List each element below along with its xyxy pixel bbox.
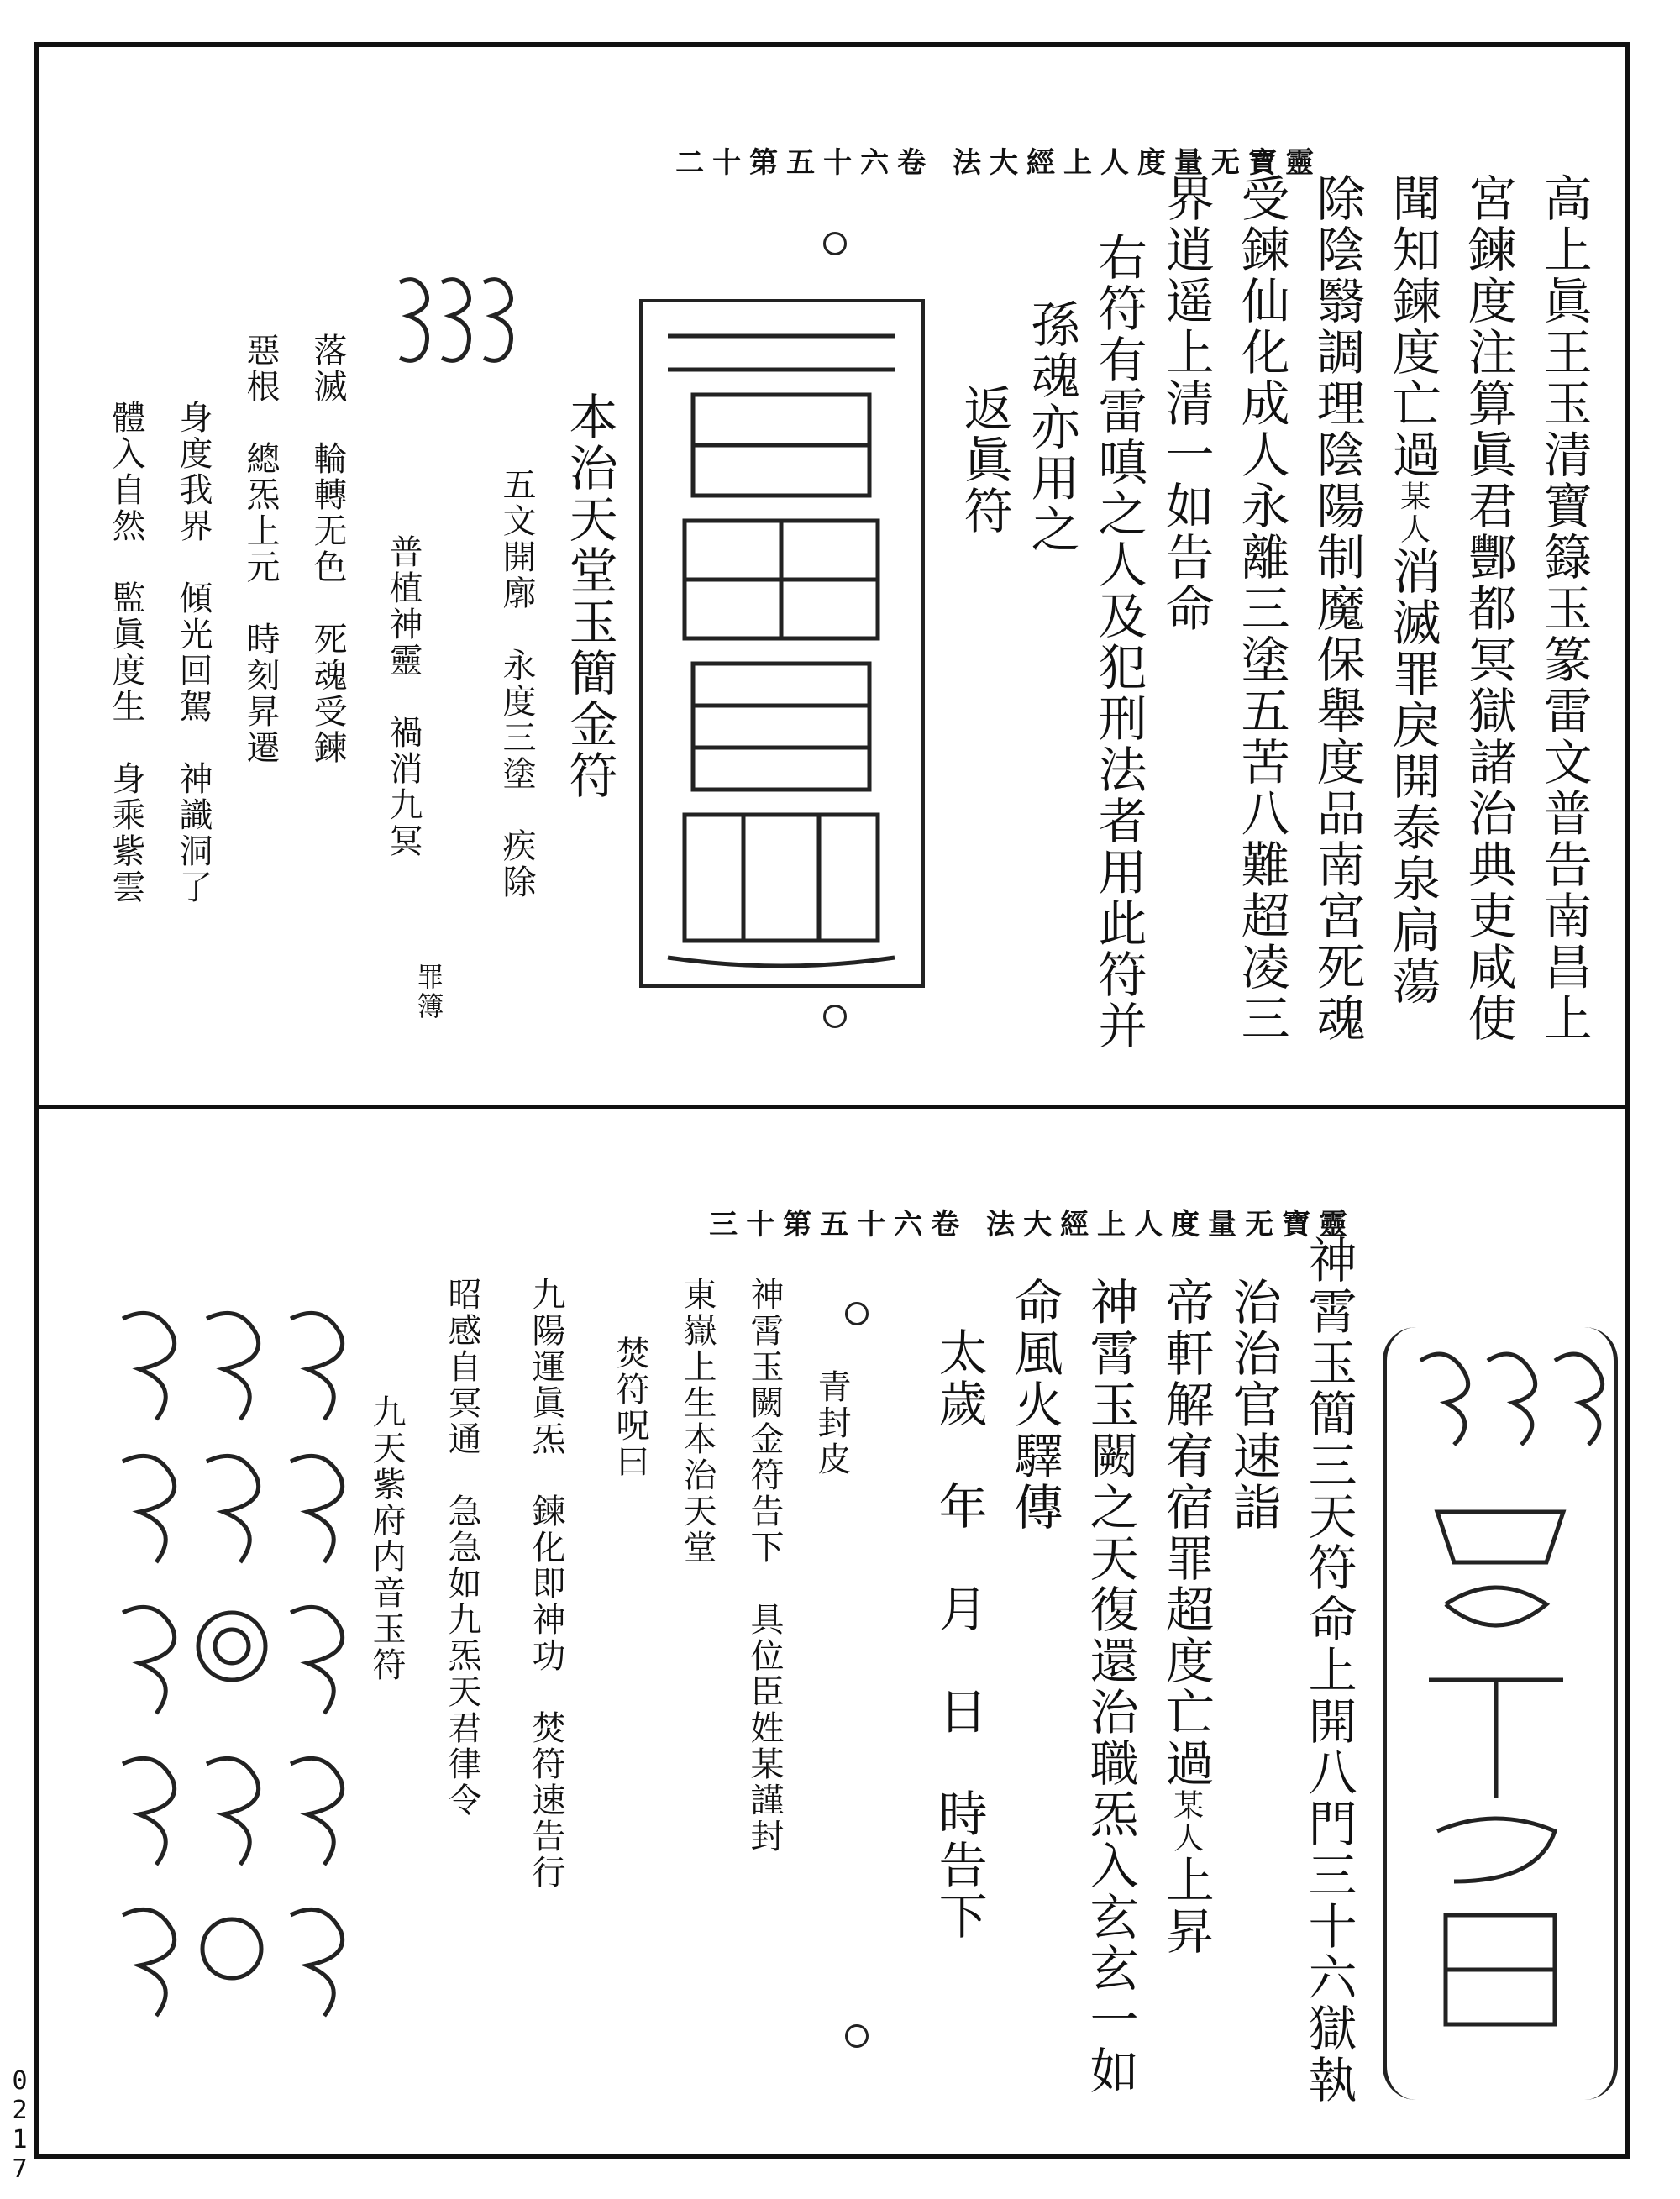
talisman-glyph <box>1383 1327 1618 2100</box>
bottom-panel <box>39 1109 1625 2154</box>
text-column: 宮鍊度注算眞君酆都冥獄諸治典吏咸使 <box>1459 173 1517 1044</box>
text-after: 上昇 <box>1157 1854 1215 1957</box>
text-column: 體入自然 監眞度生 身乘紫雲 <box>107 400 145 905</box>
text-main: 帝軒解宥宿罪超度亡過 <box>1157 1277 1215 1789</box>
text-main: 聞知鍊度亡過 <box>1383 173 1441 480</box>
seal-script-glyph <box>643 302 921 984</box>
text-column <box>1156 1277 1215 1957</box>
page-number: 0217 <box>5 2066 34 2184</box>
talisman-seal <box>639 299 925 988</box>
text-column: 落滅 輪轉无色 死魂受鍊 <box>308 333 347 766</box>
text-column: 除陰翳調理陰陽制魔保舉度品南宮死魂 <box>1308 173 1366 1044</box>
bottom-header: 靈寶无量度人上經大法 卷六十五第十三 <box>709 1208 1356 1241</box>
text-column: 東嶽上生本治天堂 <box>678 1277 717 1566</box>
inline-note: 某人 <box>1395 480 1431 546</box>
talisman-glyph <box>97 1294 349 2091</box>
text-column: 高上眞王玉清寶籙玉篆雷文普告南昌上 <box>1535 173 1593 1044</box>
text-column: 惡根 總炁上元 時刻昇遷 <box>241 333 280 766</box>
text-column: 右符有雷嗔之人及犯刑法者用此符并 <box>1089 232 1147 1052</box>
text-column: 受鍊仙化成人永離三塗五苦八難超凌三 <box>1232 173 1290 1044</box>
inline-note: 某人 <box>1168 1789 1204 1855</box>
text-column: 昭感自冥通 急急如九炁天君律令 <box>443 1277 481 1819</box>
top-header: 靈寶无量度人上經大法 卷六十五第十二 <box>675 146 1322 180</box>
text-column: 神霄玉闕之天復還治職炁入玄玄一如 <box>1081 1277 1139 2097</box>
text-column: 身度我界 傾光回駕 神識洞了 <box>174 400 213 905</box>
text-column: 返眞符 <box>955 383 1013 537</box>
circle-mark <box>845 2024 869 2048</box>
circle-mark <box>823 1005 847 1028</box>
section-title: 本治天堂玉簡金符 <box>560 391 618 801</box>
talisman-glyph <box>391 265 526 375</box>
text-column: 青封皮 <box>812 1369 851 1477</box>
seal-script-glyph <box>1387 1327 1614 2100</box>
text-column: 太歲 年 月 日 時告下 <box>930 1327 988 1942</box>
text-column: 神霄玉闕金符告下 具位臣姓某謹封 <box>745 1277 784 1855</box>
text-column <box>1383 173 1441 1007</box>
text-column: 焚符呪曰 <box>611 1336 649 1480</box>
text-column: 罪簿 <box>412 963 445 1021</box>
top-panel <box>39 47 1625 1105</box>
text-column: 九陽運眞炁 鍊化即神功 焚符速告行 <box>527 1277 565 1891</box>
text-column: 神霄玉簡三天符命上開八門三十六獄執 <box>1299 1235 1357 2106</box>
text-column: 治治官速詣 <box>1224 1277 1282 1533</box>
text-column: 九天紫府内音玉符 <box>367 1394 406 1683</box>
circle-mark <box>845 1302 869 1325</box>
text-column: 命風火驛傳 <box>1005 1277 1063 1533</box>
text-column: 五文開廓 永度三塗 疾除 <box>497 467 536 900</box>
text-column: 界逍遥上清一如告命 <box>1157 173 1215 634</box>
circle-mark <box>823 232 847 255</box>
text-after: 消滅罪戾開泰泉扃蕩 <box>1383 545 1441 1007</box>
text-column: 普植神靈 禍消九冥 <box>384 534 423 859</box>
text-column: 孫魂亦用之 <box>1022 299 1080 555</box>
